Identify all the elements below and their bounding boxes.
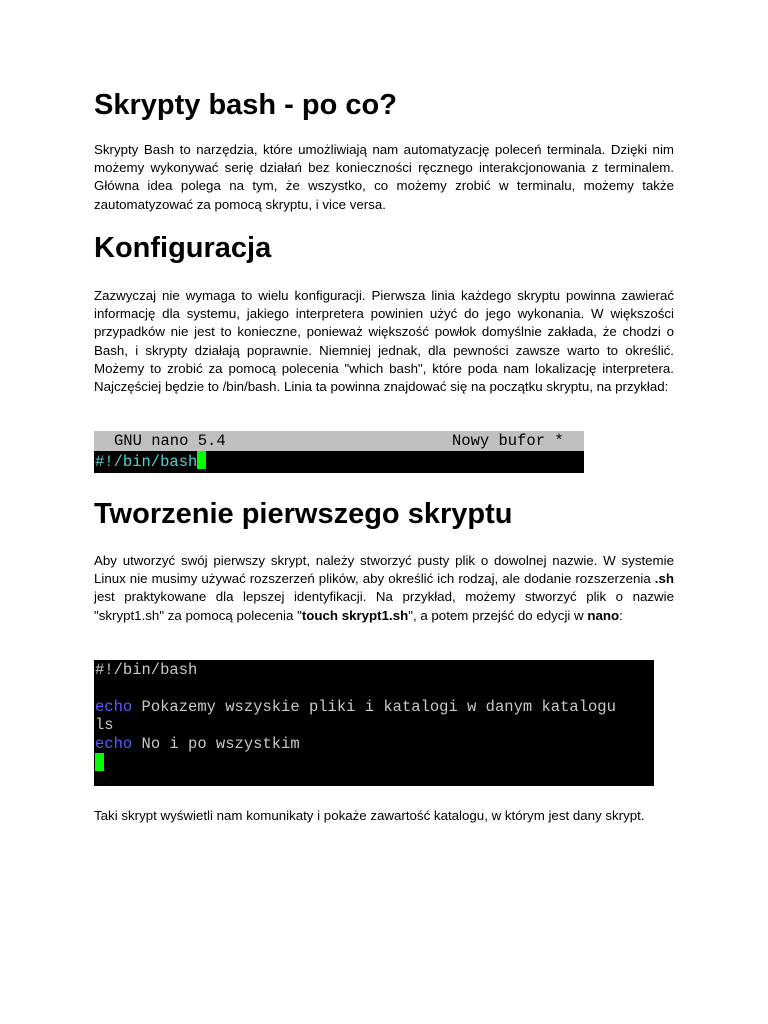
- paragraph-text-2: jest praktykowane dla lepszej identyfikacji. Na przykład, możemy stworzyć plik o nazwie "skrypt1.sh" za pomocą polecenia ": [94, 589, 674, 623]
- terminal-script-screenshot: [94, 660, 654, 786]
- paragraph-tworzenie: [94, 552, 674, 625]
- paragraph-text-4: :: [619, 607, 623, 623]
- echo-text-2: No i po wszystkim: [132, 734, 300, 753]
- script-line-empty: [94, 679, 654, 697]
- paragraph-summary: Taki skrypt wyświetli nam komunikaty i pokaże zawartość katalogu, w którym jest dany skrypt.: [94, 808, 645, 823]
- script-line-echo-1: [94, 698, 654, 716]
- nano-version: GNU nano 5.4: [114, 432, 226, 450]
- paragraph-konfiguracja: Zazwyczaj nie wymaga to wielu konfiguracji. Pierwsza linia każdego skryptu powinna zawierać informację dla systemu, jakiego interpretera powinien użyć do jego wykonania. W większości przypadków nie jest to konieczne, ponieważ większość powłok domyślnie zakłada, że chodzi o Bash, i skrypty działają poprawnie. Niemniej jednak, dla pewności zawsze warto to określić. Możemy to zrobić za pomocą polecenia "which bash", które poda nam lokalizację interpretera. Najczęściej będzie to /bin/bash. Linia ta powinna znajdować się na początku skryptu, na przykład:: [94, 288, 674, 395]
- paragraph-intro: Skrypty Bash to narzędzia, które umożliwiają nam automatyzację poleceń terminala. Dzięki nim możemy wykonywać serię działań bez konieczności ręcznego interakcjonowania z terminalem. Główna idea polega na tym, że wszystko, co możemy zrobić w terminalu, możemy także zautomatyzować za pomocą skryptu, i vice versa.: [94, 142, 674, 212]
- echo-keyword: echo: [95, 734, 133, 753]
- terminal-nano-screenshot: [94, 431, 584, 473]
- echo-keyword: echo: [95, 697, 133, 716]
- heading-konfiguracja: Konfiguracja: [94, 232, 272, 264]
- cursor-block-icon: [95, 753, 104, 771]
- shebang-text: #!/bin/bash: [95, 453, 198, 471]
- script-line-ls: ls: [95, 716, 114, 735]
- cursor-block-icon: [197, 451, 206, 469]
- heading-tworzenie-skryptu: Tworzenie pierwszego skryptu: [94, 498, 513, 530]
- nano-buffer-name: Nowy bufor *: [452, 432, 564, 450]
- paragraph-text-1: Aby utworzyć swój pierwszy skrypt, należy stworzyć pusty plik o dowolnej nazwie. W systemie Linux nie musimy używać rozszerzeń plików, aby określić ich rodzaj, ale dodanie rozszerzenia: [94, 553, 674, 587]
- command-touch: touch skrypt1.sh: [301, 607, 409, 623]
- nano-title-bar: [94, 431, 584, 451]
- echo-text-1: Pokazemy wszyskie pliki i katalogi w danym katalogu: [132, 697, 616, 716]
- paragraph-text-3: ", a potem przejść do edycji w: [408, 607, 588, 623]
- terminal-line-shebang: [94, 451, 584, 473]
- extension-sh: .sh: [654, 571, 674, 587]
- script-line-shebang: #!/bin/bash: [95, 661, 198, 679]
- script-line-echo-2: [94, 735, 654, 753]
- heading-skrypty-bash: Skrypty bash - po co?: [94, 89, 397, 121]
- script-line-cursor: [94, 753, 654, 771]
- editor-nano: nano: [587, 607, 620, 623]
